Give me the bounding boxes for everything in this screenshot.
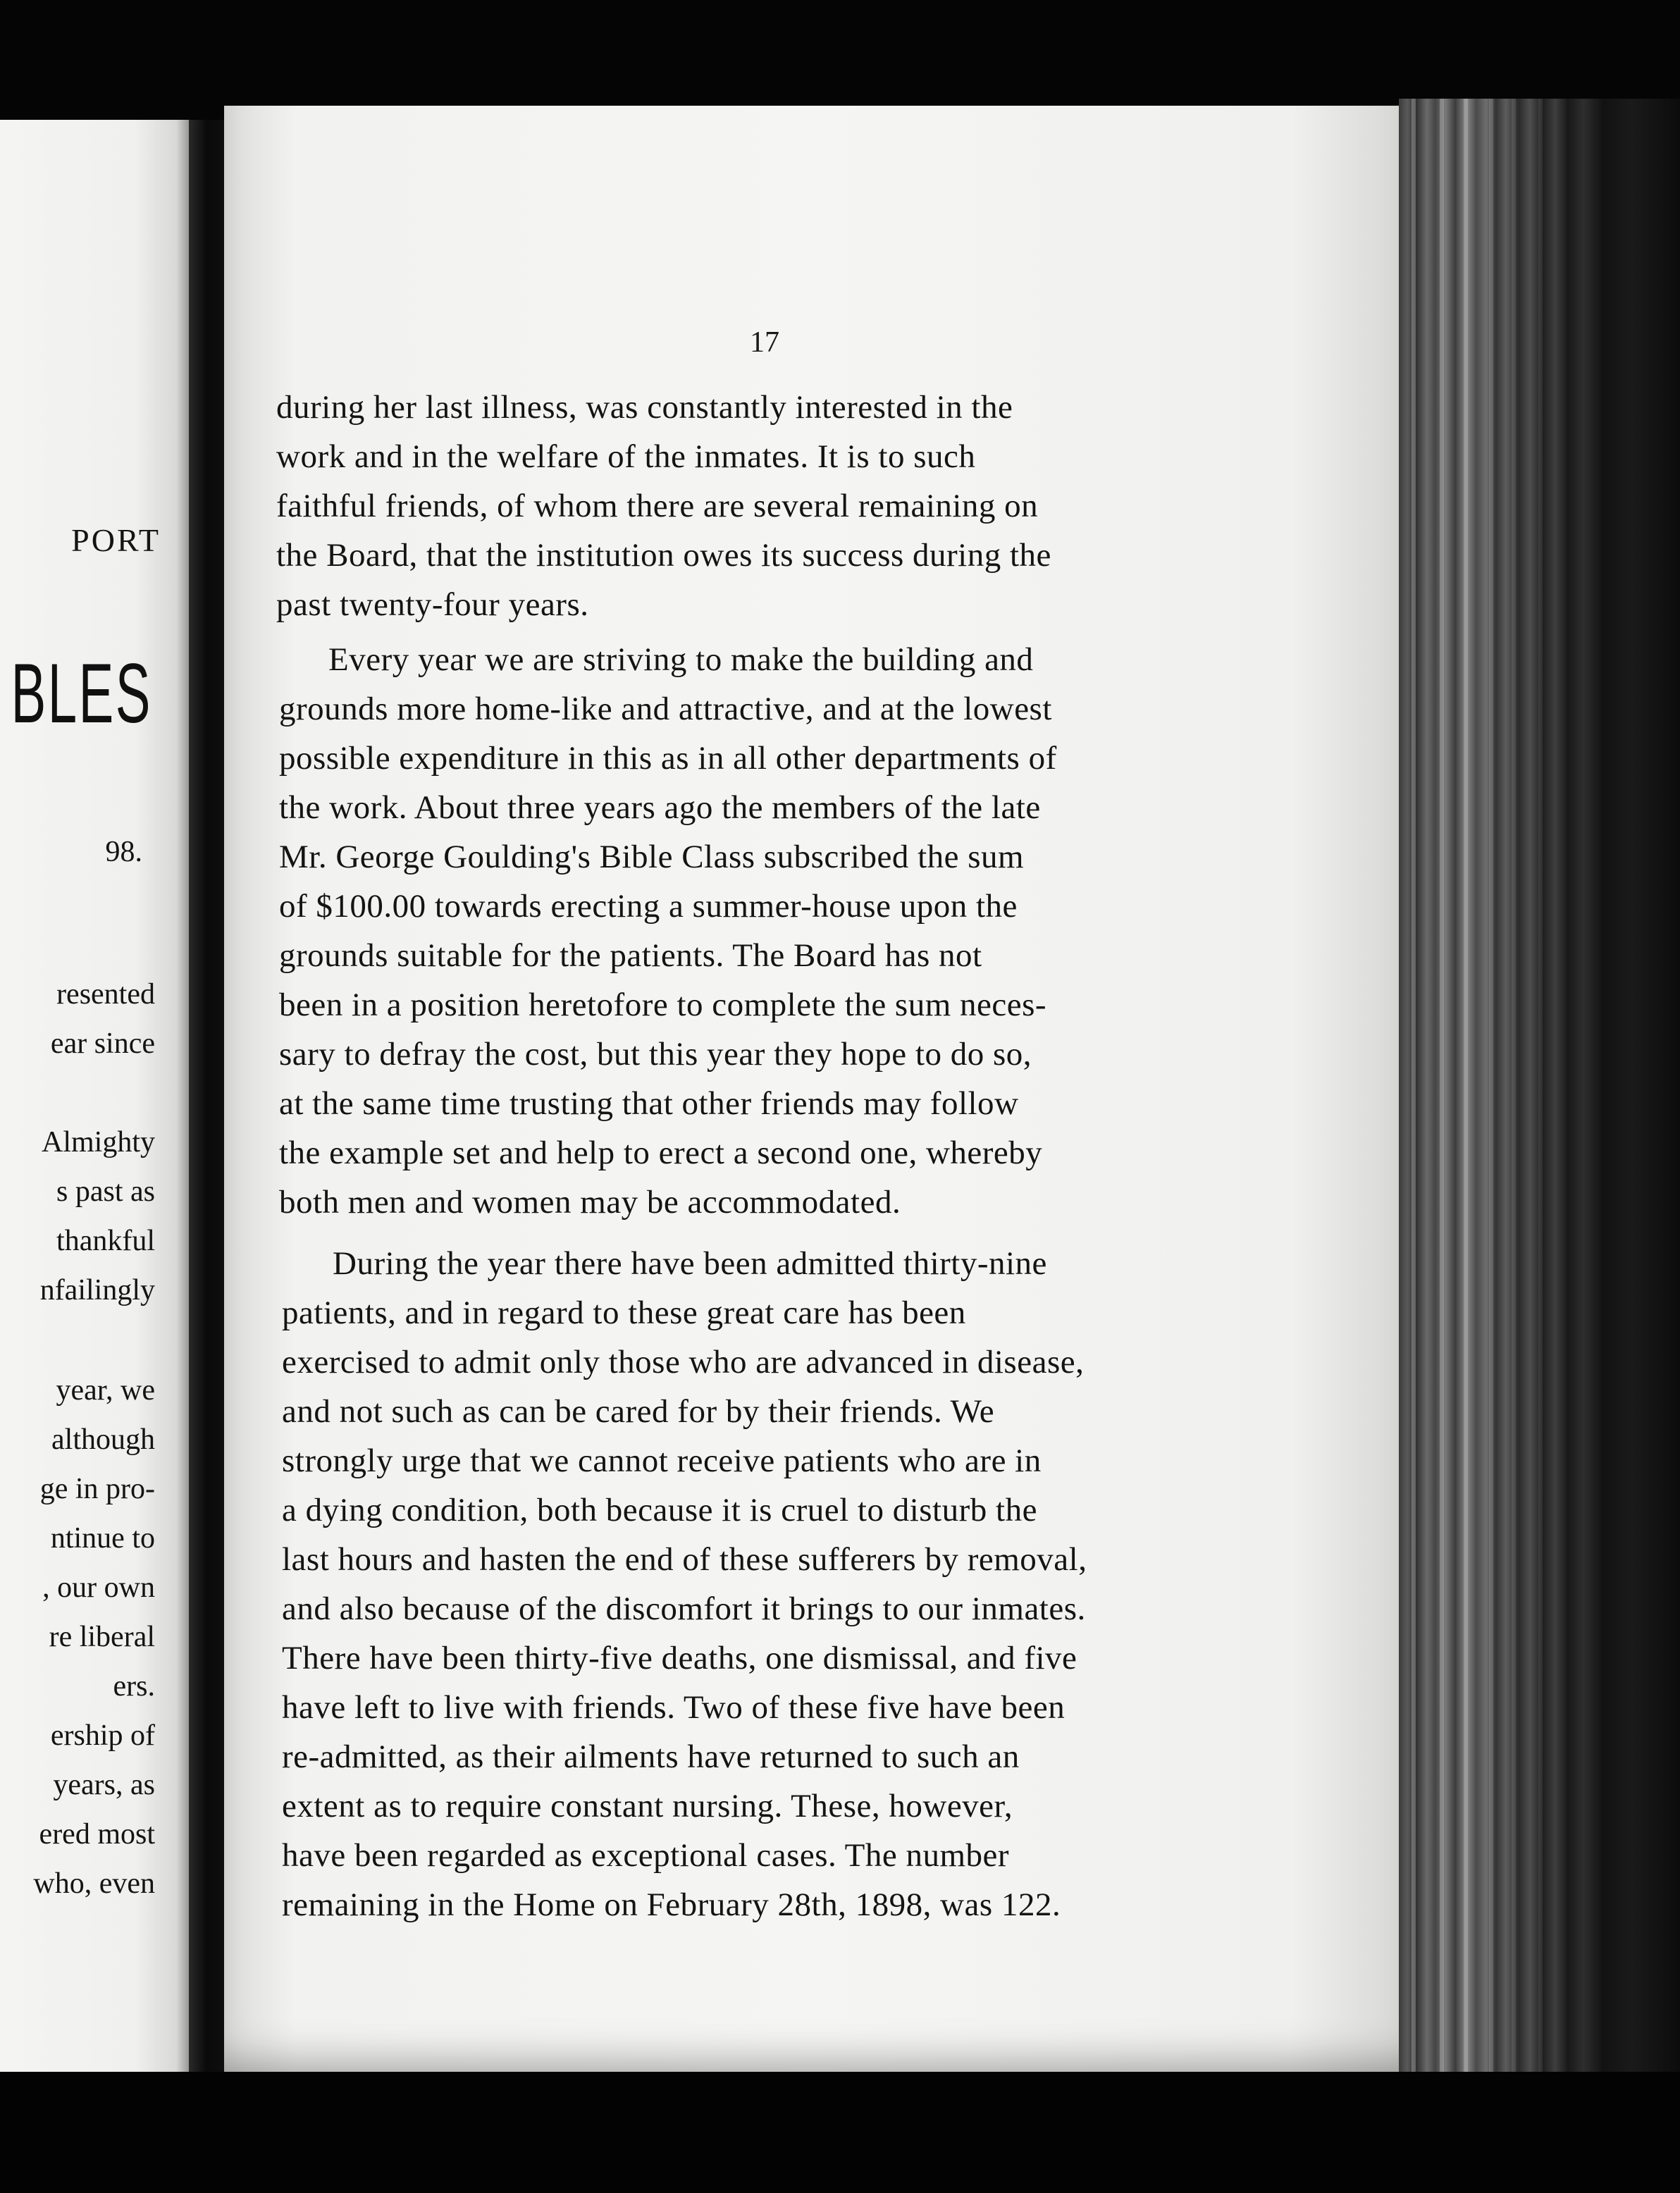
left-line: years, as <box>53 1769 155 1801</box>
text-line: and not such as can be cared for by their friends. We <box>282 1393 995 1430</box>
edge-stripe <box>1464 99 1468 2079</box>
left-year-fragment: 98. <box>105 836 142 868</box>
left-line: ership of <box>50 1719 155 1752</box>
page-number: 17 <box>750 326 779 359</box>
text-line: grounds more home-like and attractive, and at the lowest <box>279 691 1052 727</box>
text-line: have been regarded as exceptional cases. The number <box>282 1837 1010 1874</box>
text-line: during her last illness, was constantly interested in the <box>276 389 1013 426</box>
left-line: ered most <box>39 1818 155 1851</box>
edge-stripe <box>1538 99 1543 2079</box>
text-line: grounds suitable for the patients. The Board has not <box>279 937 982 974</box>
text-line: been in a position heretofore to complete the sum neces- <box>279 987 1047 1023</box>
text-line: re-admitted, as their ailments have returned to such an <box>282 1738 1020 1775</box>
left-line: who, even <box>33 1867 155 1900</box>
text-line: patients, and in regard to these great care has been <box>282 1295 966 1331</box>
left-line: resented <box>56 978 155 1011</box>
text-line: last hours and hasten the end of these sufferers by removal, <box>282 1541 1087 1578</box>
edge-stripe <box>1440 99 1444 2079</box>
text-line: have left to live with friends. Two of these five have been <box>282 1689 1066 1726</box>
page-block-edges <box>1399 99 1680 2079</box>
left-title-fragment: BLES <box>11 646 152 741</box>
edge-stripe <box>1412 99 1416 2079</box>
left-line: although <box>51 1423 155 1456</box>
left-line: thankful <box>56 1225 155 1257</box>
left-line: , our own <box>42 1571 155 1604</box>
text-line: strongly urge that we cannot receive patients who are in <box>282 1443 1042 1479</box>
left-line: s past as <box>56 1175 155 1208</box>
text-line: at the same time trusting that other friends may follow <box>279 1085 1019 1122</box>
text-line: of $100.00 towards erecting a summer-house upon the <box>279 888 1018 925</box>
text-line: work and in the welfare of the inmates. It is to such <box>276 438 976 475</box>
text-line: and also because of the discomfort it brings to our inmates. <box>282 1590 1086 1627</box>
text-line: exercised to admit only those who are advanced in disease, <box>282 1344 1085 1380</box>
left-line: ear since <box>50 1027 155 1060</box>
left-heading-fragment: PORT <box>71 522 161 558</box>
text-line: both men and women may be accommodated. <box>279 1184 901 1221</box>
text-line: past twenty-four years. <box>276 586 589 623</box>
text-line: Every year we are striving to make the building and <box>328 641 1034 678</box>
bottom-shadow <box>0 2072 1680 2193</box>
text-line: possible expenditure in this as in all other departments of <box>279 740 1057 777</box>
text-line: During the year there have been admitted thirty-nine <box>333 1245 1047 1282</box>
text-line: There have been thirty-five deaths, one dismissal, and five <box>282 1640 1077 1676</box>
text-line: the work. About three years ago the members of the late <box>279 789 1041 826</box>
text-line: the example set and help to erect a second one, whereby <box>279 1135 1043 1171</box>
left-line: Almighty <box>41 1126 155 1159</box>
text-line: faithful friends, of whom there are several remaining on <box>276 488 1039 524</box>
left-facing-page <box>0 120 192 2072</box>
left-line: ge in pro- <box>39 1473 155 1505</box>
edge-stripe <box>1512 99 1516 2079</box>
edge-stripe <box>1489 99 1493 2079</box>
left-line: re liberal <box>49 1621 155 1653</box>
text-line: remaining in the Home on February 28th, 1898, was 122. <box>282 1886 1061 1923</box>
left-line: ntinue to <box>50 1522 155 1555</box>
text-line: extent as to require constant nursing. These, however, <box>282 1788 1013 1824</box>
left-line: nfailingly <box>39 1274 155 1306</box>
text-line: the Board, that the institution owes its success during the <box>276 537 1051 574</box>
left-line: ers. <box>113 1670 155 1703</box>
left-line: year, we <box>56 1374 155 1407</box>
text-line: sary to defray the cost, but this year they hope to do so, <box>279 1036 1032 1073</box>
text-line: Mr. George Goulding's Bible Class subscribed the sum <box>279 839 1025 875</box>
text-line: a dying condition, both because it is cruel to disturb the <box>282 1492 1037 1528</box>
